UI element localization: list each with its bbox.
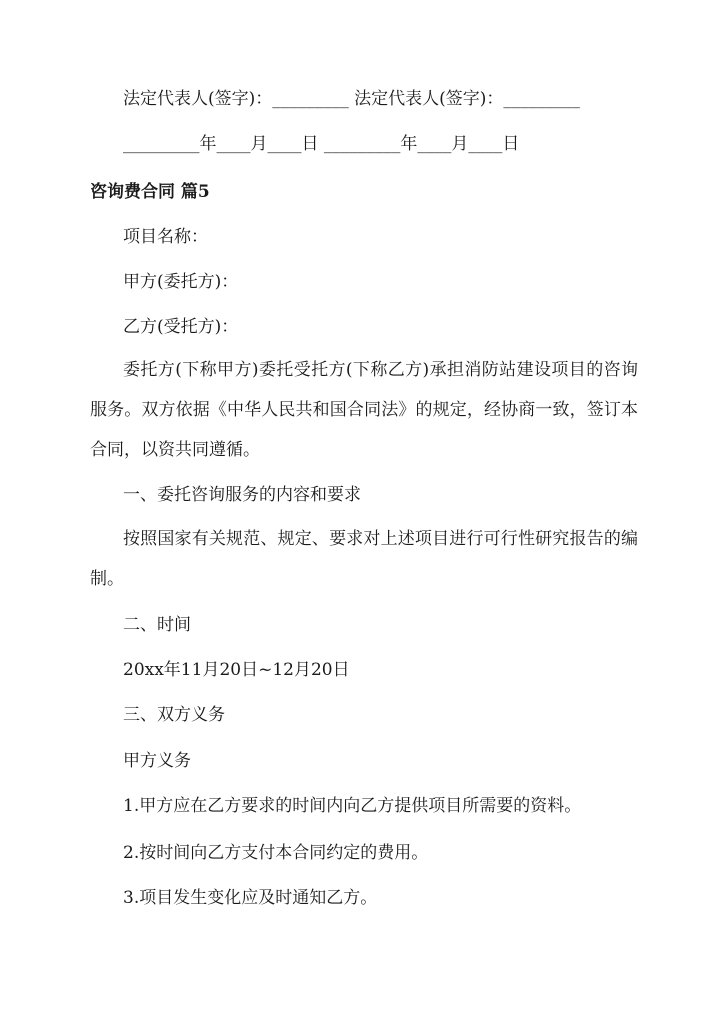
duty-item-3: 3.项目发生变化应及时通知乙方。 xyxy=(123,888,378,908)
party-b-label: 乙方(受托方)： xyxy=(123,317,239,337)
project-name-label: 项目名称： xyxy=(123,227,208,247)
intro-paragraph: 委托方(下称甲方)委托受托方(下称乙方)承担消防站建设项目的咨询服务。双方依据《中华人民共和国合同法》的规定，经协商一致，签订本合同，以资共同遵循。 xyxy=(90,360,638,460)
duty-item-2: 2.按时间向乙方支付本合同约定的费用。 xyxy=(123,843,429,863)
party-a-duties-title: 甲方义务 xyxy=(123,751,191,771)
clause1-title: 一、委托咨询服务的内容和要求 xyxy=(123,485,361,505)
date-line: _________年____月____日 _________年____月____日 xyxy=(123,134,520,154)
duty-item-1: 1.甲方应在乙方要求的时间内向乙方提供项目所需要的资料。 xyxy=(123,796,582,816)
clause3-title: 三、双方义务 xyxy=(123,705,225,725)
signature-line: 法定代表人(签字)：_________ 法定代表人(签字)：_________ xyxy=(123,89,580,109)
party-a-label: 甲方(委托方)： xyxy=(123,272,239,292)
clause2-title: 二、时间 xyxy=(123,615,191,635)
clause1-body: 按照国家有关规范、规定、要求对上述项目进行可行性研究报告的编制。 xyxy=(90,529,638,589)
clause2-body: 20xx年11月20日~12月20日 xyxy=(123,660,350,680)
section-title: 咨询费合同 篇5 xyxy=(90,182,210,202)
